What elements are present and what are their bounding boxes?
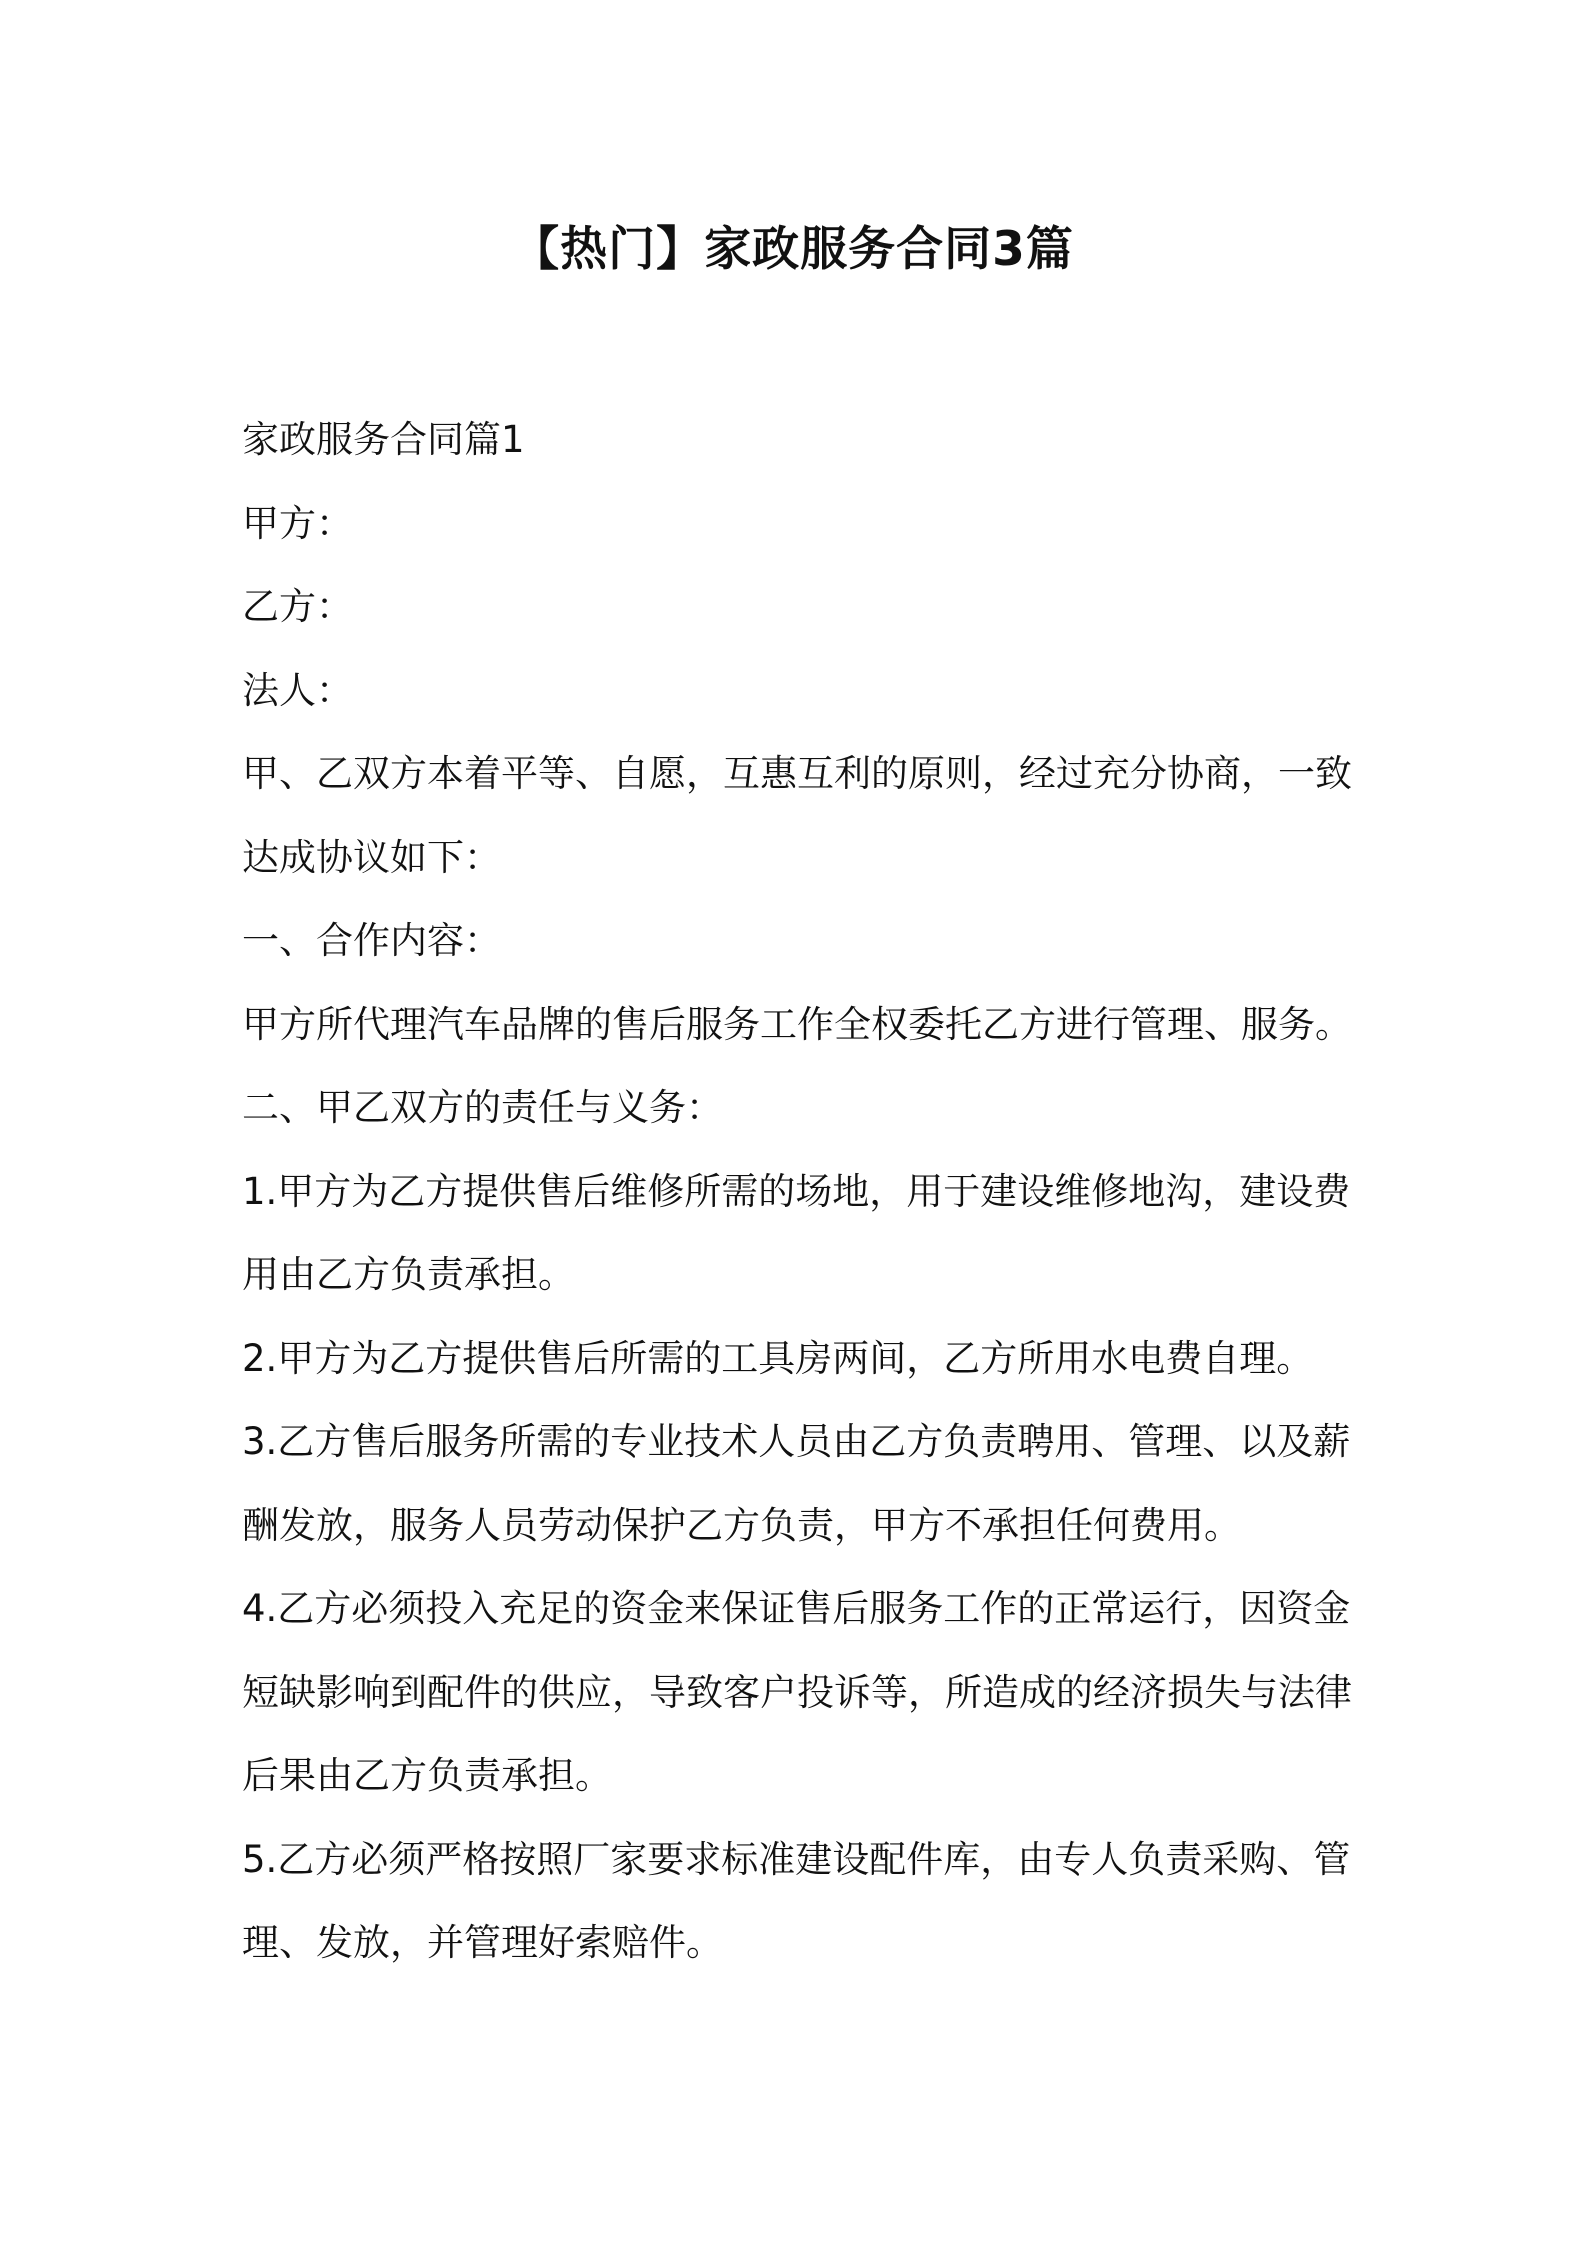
- clause-heading: 一、合作内容：: [242, 919, 501, 962]
- party-b-line: 乙方：: [242, 585, 353, 628]
- legal-person-line: 法人：: [242, 668, 353, 712]
- section-heading: 家政服务合同篇1: [242, 418, 525, 461]
- paragraph-line: 后果由乙方负责承担。: [242, 1754, 612, 1797]
- document-title: 【热门】家政服务合同3篇: [512, 222, 1074, 277]
- paragraph-line: 2.甲方为乙方提供售后所需的工具房两间，乙方所用水电费自理。: [242, 1336, 1314, 1380]
- clause-heading: 二、甲乙双方的责任与义务：: [242, 1086, 723, 1129]
- paragraph-line: 酬发放，服务人员劳动保护乙方负责，甲方不承担任何费用。: [242, 1503, 1241, 1547]
- paragraph-line: 甲方所代理汽车品牌的售后服务工作全权委托乙方进行管理、服务。: [242, 1002, 1352, 1046]
- document-body: [242, 398, 1352, 1985]
- paragraph-line: 达成协议如下：: [242, 835, 501, 879]
- paragraph-line: 短缺影响到配件的供应，导致客户投诉等，所造成的经济损失与法律: [242, 1670, 1352, 1714]
- paragraph-line: 5.乙方必须严格按照厂家要求标准建设配件库，由专人负责采购、管: [242, 1837, 1351, 1881]
- party-a-line: 甲方：: [242, 501, 353, 545]
- paragraph-line: 1.甲方为乙方提供售后维修所需的场地，用于建设维修地沟，建设费: [242, 1169, 1351, 1213]
- paragraph-line: 用由乙方负责承担。: [242, 1253, 575, 1296]
- paragraph-line: 理、发放，并管理好索赔件。: [242, 1921, 723, 1964]
- paragraph-line: 3.乙方售后服务所需的专业技术人员由乙方负责聘用、管理、以及薪: [242, 1420, 1351, 1463]
- paragraph-line: 甲、乙双方本着平等、自愿，互惠互利的原则，经过充分协商，一致: [242, 752, 1352, 795]
- paragraph-line: 4.乙方必须投入充足的资金来保证售后服务工作的正常运行，因资金: [242, 1587, 1351, 1630]
